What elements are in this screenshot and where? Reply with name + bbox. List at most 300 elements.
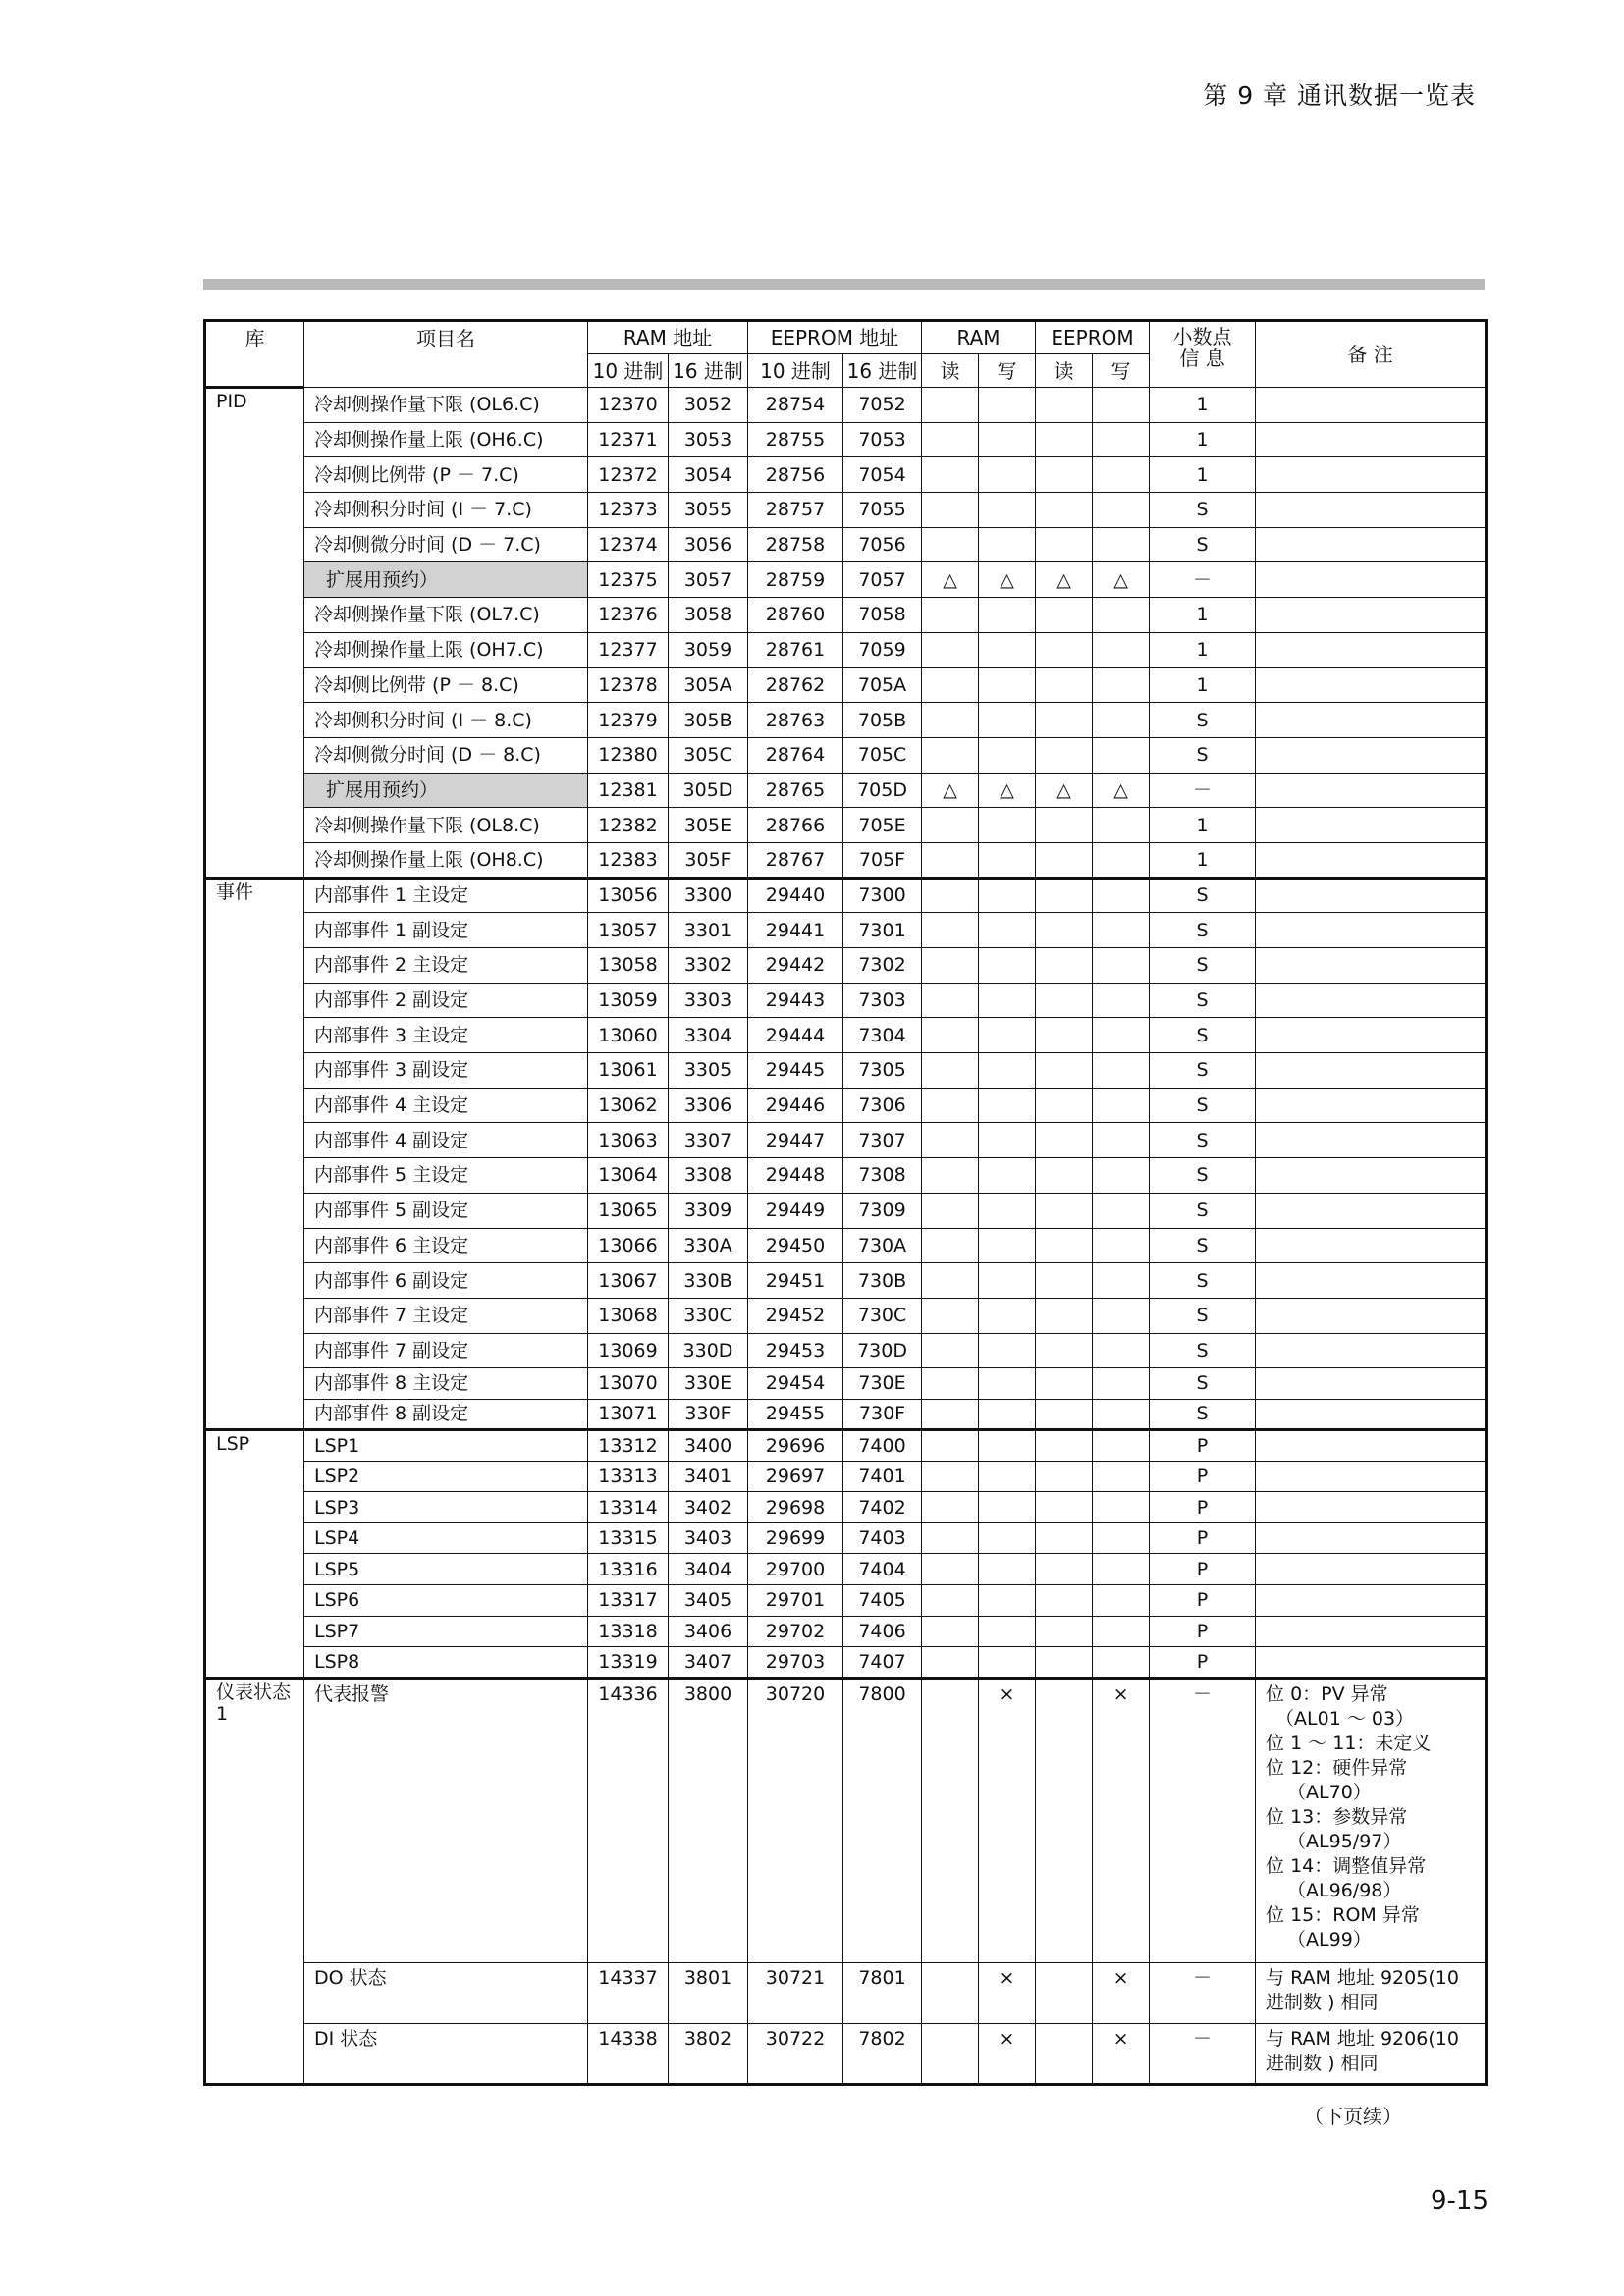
rw-cell [979,1088,1036,1123]
ram16-cell: 3057 [669,562,748,598]
ram16-cell: 3402 [669,1492,748,1523]
ram10-cell: 13063 [588,1123,669,1158]
rw-cell [979,1228,1036,1263]
dec-cell: S [1150,1053,1256,1089]
item-name-cell: 内部事件 5 主设定 [304,1158,588,1194]
ew-cell [1093,1461,1150,1492]
remarks-cell [1256,388,1487,423]
rw-cell [979,388,1036,423]
remarks-cell [1256,562,1487,598]
chapter-title: 第 9 章 通讯数据一览表 [1203,81,1476,110]
item-name-cell: LSP4 [304,1522,588,1554]
ew-cell [1093,598,1150,633]
remarks-cell [1256,2023,1487,2084]
rw-cell: △ [979,773,1036,808]
table-row [205,1399,1487,1429]
item-name-cell: 冷却侧微分时间 (D － 7.C) [304,527,588,562]
ew-cell [1093,527,1150,562]
ee16-cell: 7056 [843,527,922,562]
dec-cell: 1 [1150,667,1256,703]
rr-cell [922,1399,979,1429]
ram10-cell: 12378 [588,667,669,703]
dec-cell: P [1150,1616,1256,1647]
ram10-cell: 13066 [588,1228,669,1263]
table-row [205,1263,1487,1299]
dec-cell: － [1150,562,1256,598]
rr-cell [922,808,979,843]
ee16-cell: 7404 [843,1554,922,1585]
ram10-cell: 14337 [588,1962,669,2023]
remarks-cell [1256,808,1487,843]
rr-cell [922,1018,979,1053]
remarks-cell [1256,667,1487,703]
ee10-cell: 28759 [748,562,843,598]
item-name-cell: 冷却侧操作量上限 (OH7.C) [304,632,588,667]
remarks-cell [1256,1123,1487,1158]
rw-cell [979,1399,1036,1429]
ram10-cell: 12374 [588,527,669,562]
dec-cell: 1 [1150,388,1256,423]
remarks-cell [1256,457,1487,493]
ew-cell [1093,1088,1150,1123]
item-name-cell: LSP6 [304,1585,588,1617]
ee10-cell: 29701 [748,1585,843,1617]
ee16-cell: 705C [843,737,922,773]
ee16-cell: 7309 [843,1193,922,1228]
table-row [205,632,1487,667]
remarks-cell [1256,878,1487,913]
ram10-cell: 13064 [588,1158,669,1194]
remarks-cell [1256,598,1487,633]
ee10-cell: 28766 [748,808,843,843]
rw-cell [979,913,1036,948]
table-row [205,667,1487,703]
ew-cell [1093,1158,1150,1194]
dec-cell: 1 [1150,842,1256,878]
table-row [205,1088,1487,1123]
remarks-cell [1256,1585,1487,1617]
table-row [205,598,1487,633]
item-name-cell: 内部事件 4 副设定 [304,1123,588,1158]
dec-cell: 1 [1150,598,1256,633]
ee10-cell: 28754 [748,388,843,423]
rw-cell [979,1554,1036,1585]
ram10-cell: 13068 [588,1298,669,1333]
ram10-cell: 12382 [588,808,669,843]
er-cell [1036,913,1093,948]
ew-cell [1093,703,1150,738]
rw-cell [979,1430,1036,1462]
er-cell [1036,632,1093,667]
ee16-cell: 7401 [843,1461,922,1492]
table-row [205,1678,1487,1962]
header-ram-write: 写 [979,354,1036,388]
rr-cell [922,422,979,457]
table-row [205,1123,1487,1158]
ram16-cell: 3800 [669,1678,748,1962]
er-cell [1036,1018,1093,1053]
remarks-cell [1256,1158,1487,1194]
item-name-cell: 内部事件 4 主设定 [304,1088,588,1123]
ee10-cell: 30721 [748,1962,843,2023]
table-row [205,842,1487,878]
rr-cell [922,737,979,773]
ee16-cell: 730D [843,1333,922,1368]
rw-cell: × [979,2023,1036,2084]
er-cell [1036,1053,1093,1089]
remarks-line: 位 14：调整值异常 [1266,1854,1427,1877]
table-row [205,878,1487,913]
dec-cell: P [1150,1585,1256,1617]
ee16-cell: 7407 [843,1647,922,1679]
ee16-cell: 705F [843,842,922,878]
rw-cell [979,1298,1036,1333]
dec-cell: S [1150,1228,1256,1263]
table-row [205,1962,1487,2023]
er-cell [1036,1399,1093,1429]
item-name-cell: 内部事件 7 副设定 [304,1333,588,1368]
rr-cell [922,703,979,738]
item-name-cell: 冷却侧微分时间 (D － 8.C) [304,737,588,773]
item-name-cell: 内部事件 3 副设定 [304,1053,588,1089]
ee10-cell: 29700 [748,1554,843,1585]
ram16-cell: 3802 [669,2023,748,2084]
ram10-cell: 12372 [588,457,669,493]
ew-cell [1093,1430,1150,1462]
ram16-cell: 3054 [669,457,748,493]
page-number: 9-15 [1430,2186,1489,2216]
rr-cell [922,1088,979,1123]
remarks-cell [1256,1228,1487,1263]
rw-cell [979,1616,1036,1647]
ee10-cell: 29696 [748,1430,843,1462]
er-cell [1036,1123,1093,1158]
ee16-cell: 705D [843,773,922,808]
table-row [205,1193,1487,1228]
ram16-cell: 305E [669,808,748,843]
er-cell [1036,422,1093,457]
rw-cell [979,1461,1036,1492]
remarks-cell [1256,1522,1487,1554]
ee10-cell: 29452 [748,1298,843,1333]
rr-cell [922,1193,979,1228]
er-cell [1036,1461,1093,1492]
ee10-cell: 29702 [748,1616,843,1647]
ram10-cell: 13316 [588,1554,669,1585]
remarks-cell [1256,632,1487,667]
rw-cell [979,808,1036,843]
ee10-cell: 28760 [748,598,843,633]
remarks-cell [1256,1298,1487,1333]
ram10-cell: 13314 [588,1492,669,1523]
rw-cell: △ [979,562,1036,598]
remarks-cell [1256,948,1487,984]
item-name-cell: 冷却侧比例带 (P － 7.C) [304,457,588,493]
ee10-cell: 29446 [748,1088,843,1123]
remarks-cell [1256,842,1487,878]
rw-cell [979,1585,1036,1617]
dec-cell: 1 [1150,457,1256,493]
dec-cell: S [1150,1333,1256,1368]
ram16-cell: 3407 [669,1647,748,1679]
ew-cell [1093,388,1150,423]
ee10-cell: 29442 [748,948,843,984]
ew-cell [1093,1399,1150,1429]
item-name-cell: 内部事件 1 副设定 [304,913,588,948]
remarks-cell [1256,1193,1487,1228]
ew-cell [1093,632,1150,667]
rw-cell: × [979,1962,1036,2023]
ee10-cell: 28755 [748,422,843,457]
rw-cell [979,737,1036,773]
ew-cell: △ [1093,773,1150,808]
er-cell [1036,1158,1093,1194]
er-cell [1036,1088,1093,1123]
ram16-cell: 305A [669,667,748,703]
ew-cell [1093,1123,1150,1158]
rw-cell [979,948,1036,984]
remarks-cell [1256,1368,1487,1399]
ram16-cell: 3053 [669,422,748,457]
table-row [205,1585,1487,1617]
table-row [205,388,1487,423]
ee16-cell: 7300 [843,878,922,913]
ee10-cell: 29444 [748,1018,843,1053]
header-library: 库 [205,321,304,388]
table-row [205,913,1487,948]
ram16-cell: 3055 [669,493,748,528]
remarks-line: 与 RAM 地址 9205(10 [1266,1966,1459,1989]
ee10-cell: 29455 [748,1399,843,1429]
rw-cell [979,1492,1036,1523]
ee16-cell: 7057 [843,562,922,598]
header-eeprom-write: 写 [1093,354,1150,388]
ew-cell [1093,1193,1150,1228]
rw-cell [979,842,1036,878]
rr-cell [922,1333,979,1368]
remarks-line: 进制数 ) 相同 [1266,1991,1379,2013]
ew-cell [1093,1585,1150,1617]
item-name-cell: LSP7 [304,1616,588,1647]
item-name-cell: LSP5 [304,1554,588,1585]
remarks-cell [1256,1678,1487,1962]
ram16-cell: 3404 [669,1554,748,1585]
ee16-cell: 7055 [843,493,922,528]
er-cell [1036,1616,1093,1647]
header-rule [203,279,1485,290]
library-cell: PID [205,388,304,879]
ram10-cell: 13070 [588,1368,669,1399]
remarks-line: 位 15：ROM 异常 [1266,1903,1420,1926]
rr-cell [922,1522,979,1554]
rr-cell [922,457,979,493]
ee10-cell: 28763 [748,703,843,738]
header-eeprom-address: EEPROM 地址 [748,321,922,354]
ee16-cell: 7059 [843,632,922,667]
ram16-cell: 3303 [669,983,748,1018]
rw-cell [979,983,1036,1018]
dec-cell: P [1150,1430,1256,1462]
dec-cell: S [1150,1193,1256,1228]
rr-cell [922,1554,979,1585]
dec-cell: － [1150,2023,1256,2084]
rw-cell [979,1123,1036,1158]
ee16-cell: 730A [843,1228,922,1263]
rw-cell [979,667,1036,703]
ram16-cell: 3307 [669,1123,748,1158]
item-name-cell: 扩展用预约） [304,562,588,598]
er-cell [1036,1522,1093,1554]
header-decimal-info-line1: 小数点 [1172,325,1232,348]
table-row [205,983,1487,1018]
rw-cell: × [979,1678,1036,1962]
rr-cell [922,1461,979,1492]
header-eeprom: EEPROM [1036,321,1150,354]
communication-data-table [203,319,1488,2086]
ram10-cell: 12383 [588,842,669,878]
ee10-cell: 30720 [748,1678,843,1962]
item-name-cell: LSP2 [304,1461,588,1492]
ee16-cell: 7307 [843,1123,922,1158]
item-name-cell: 内部事件 2 主设定 [304,948,588,984]
dec-cell: P [1150,1522,1256,1554]
ram10-cell: 14338 [588,2023,669,2084]
item-name-cell: 内部事件 2 副设定 [304,983,588,1018]
rr-cell [922,388,979,423]
ee10-cell: 29443 [748,983,843,1018]
table-row [205,527,1487,562]
rr-cell [922,598,979,633]
er-cell [1036,842,1093,878]
table-row [205,1228,1487,1263]
er-cell [1036,983,1093,1018]
rr-cell [922,1616,979,1647]
table-row [205,1461,1487,1492]
remarks-cell [1256,773,1487,808]
remarks-cell [1256,422,1487,457]
ram10-cell: 12377 [588,632,669,667]
rr-cell [922,948,979,984]
er-cell [1036,527,1093,562]
header-ram-hex: 16 进制 [669,354,748,388]
ee10-cell: 29450 [748,1228,843,1263]
ew-cell [1093,1368,1150,1399]
ee16-cell: 730E [843,1368,922,1399]
ee16-cell: 7800 [843,1678,922,1962]
table-row [205,1647,1487,1679]
ram10-cell: 13071 [588,1399,669,1429]
dec-cell: S [1150,1158,1256,1194]
er-cell [1036,1333,1093,1368]
er-cell [1036,808,1093,843]
remarks-line: 与 RAM 地址 9206(10 [1266,2027,1459,2050]
ram16-cell: 3400 [669,1430,748,1462]
table-row [205,808,1487,843]
er-cell [1036,388,1093,423]
item-name-cell: 代表报警 [304,1678,588,1962]
rr-cell [922,1263,979,1299]
ram10-cell: 13058 [588,948,669,984]
rw-cell [979,1368,1036,1399]
item-name-cell: 内部事件 8 主设定 [304,1368,588,1399]
table-row [205,737,1487,773]
item-name-cell: 冷却侧操作量上限 (OH8.C) [304,842,588,878]
table-row [205,773,1487,808]
item-name-cell: 冷却侧操作量下限 (OL8.C) [304,808,588,843]
er-cell [1036,1492,1093,1523]
table-row [205,2023,1487,2084]
rr-cell [922,1647,979,1679]
header-ram-decimal: 10 进制 [588,354,669,388]
er-cell [1036,1585,1093,1617]
ew-cell [1093,457,1150,493]
dec-cell: － [1150,1678,1256,1962]
ee16-cell: 7406 [843,1616,922,1647]
ram16-cell: 3058 [669,598,748,633]
remarks-cell [1256,913,1487,948]
remarks-cell [1256,493,1487,528]
rw-cell [979,1522,1036,1554]
item-name-cell: 内部事件 7 主设定 [304,1298,588,1333]
table-row [205,1522,1487,1554]
rr-cell [922,1298,979,1333]
table-row [205,562,1487,598]
library-cell: 事件 [205,878,304,1429]
ew-cell [1093,1228,1150,1263]
ew-cell [1093,842,1150,878]
rr-cell [922,1053,979,1089]
ee10-cell: 28764 [748,737,843,773]
remarks-cell [1256,1554,1487,1585]
ram16-cell: 3056 [669,527,748,562]
rr-cell [922,842,979,878]
ee10-cell: 28761 [748,632,843,667]
rr-cell [922,1368,979,1399]
ee16-cell: 7301 [843,913,922,948]
ew-cell [1093,1647,1150,1679]
dec-cell: S [1150,1368,1256,1399]
ee10-cell: 28756 [748,457,843,493]
item-name-cell: LSP8 [304,1647,588,1679]
ram16-cell: 305F [669,842,748,878]
item-name-cell: 冷却侧积分时间 (I － 7.C) [304,493,588,528]
table-body [205,388,1487,2085]
ram16-cell: 305D [669,773,748,808]
item-name-cell: DI 状态 [304,2023,588,2084]
ew-cell [1093,1492,1150,1523]
remarks-line: （AL95/97） [1287,1830,1402,1852]
rw-cell [979,598,1036,633]
er-cell [1036,878,1093,913]
rw-cell [979,422,1036,457]
item-name-cell: 内部事件 1 主设定 [304,878,588,913]
ew-cell [1093,422,1150,457]
remarks-cell [1256,1399,1487,1429]
rw-cell [979,1018,1036,1053]
dec-cell: S [1150,703,1256,738]
ram10-cell: 12381 [588,773,669,808]
ew-cell: × [1093,1962,1150,2023]
ee10-cell: 28762 [748,667,843,703]
dec-cell: S [1150,913,1256,948]
ew-cell [1093,948,1150,984]
remarks-line: 位 0：PV 异常 [1266,1682,1388,1705]
item-name-cell: 扩展用预约） [304,773,588,808]
ram10-cell: 12375 [588,562,669,598]
dec-cell: S [1150,527,1256,562]
ee10-cell: 29454 [748,1368,843,1399]
ew-cell [1093,1333,1150,1368]
